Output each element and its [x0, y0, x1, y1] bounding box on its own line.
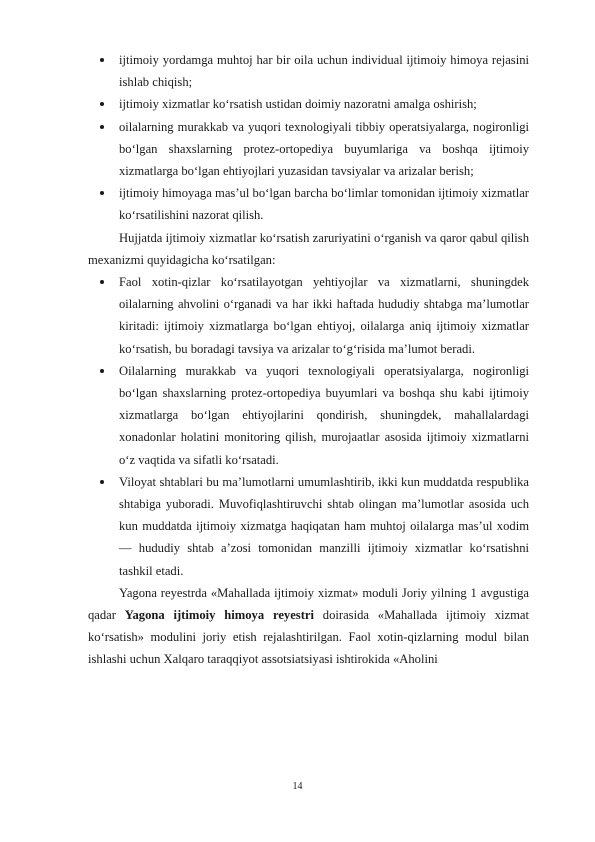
- bullet-icon: [100, 369, 104, 373]
- page-body: [88, 49, 529, 671]
- list-item: [88, 271, 529, 360]
- bullet-icon: [100, 58, 104, 62]
- list-item: [88, 116, 529, 183]
- list-item-text: ijtimoiy yordamga muhtoj har bir oila uchun individual ijtimoiy himoya rejasini ishlab chiqish;: [119, 53, 529, 90]
- list-item: [88, 471, 529, 582]
- list-item-text: ijtimoiy himoyaga mas’ul bo‘lgan barcha bo‘limlar tomonidan ijtimoiy xizmatlar ko‘rsatilishini nazorat qilish.: [119, 186, 529, 223]
- list-item: [88, 182, 529, 226]
- bullet-icon: [100, 102, 104, 106]
- paragraph-text: Yagona reyestrda «Mahallada ijtimoiy xizmat» moduli Joriy yilning 1 avgustiga qadar: [88, 585, 529, 623]
- bullet-list-duties: [88, 49, 529, 227]
- paragraph-text: doirasida «Mahallada ijtimoiy xizmat ko‘rsatish» modulini joriy etish rejalashtirilgan. Faol xotin-qizlarning modul bilan ishlashi uchun Xalqaro taraqqiyot assotsiatsiyasi ishtirokida «Aholini: [88, 608, 529, 667]
- list-item-text: Viloyat shtablari bu ma’lumotlarni umumlashtirib, ikki kun muddatda respublika shtabiga yuboradi. Muvofiqlashtiruvchi shtab olingan ma’lumotlar asosida uch kun muddatda ijtimoiy xizmatga haqiqatan ham muhtoj oilalarga mas’ul xodim — hududiy shtab a’zosi tomonidan manzilli ijtimoiy xizmatlar ko‘rsatishni tashkil etadi.: [119, 474, 529, 578]
- list-item-text: oilalarning murakkab va yuqori texnologiyali tibbiy operatsiyalarga, nogironligi bo‘lgan shaxslarning protez-ortopediya buyumlariga va boshqa ijtimoiy xizmatlarga bo‘lgan ehtiyojlari yuzasidan tavsiyalar va arizalar berish;: [119, 119, 529, 179]
- list-item-text: Faol xotin-qizlar ko‘rsatilayotgan yehtiyojlar va xizmatlarni, shuningdek oilalarning ahvolini o‘rganadi va har ikki haftada hududiy shtabga ma’lumotlar kiritadi: ijtimoiy xizmatlarga bo‘lgan ehtiyoj, oilalarga aniq ijtimoiy xizmatlar ko‘rsatish, bu boradagi tavsiya va arizalar to‘g‘risida ma’lumot beradi.: [119, 275, 529, 356]
- bullet-icon: [100, 280, 104, 284]
- bold-term: Yagona ijtimoiy himoya reyestri: [124, 608, 314, 623]
- bullet-icon: [100, 480, 104, 484]
- paragraph-registry: [88, 582, 529, 671]
- bullet-list-mechanism: [88, 271, 529, 582]
- list-item-text: Oilalarning murakkab va yuqori texnologiyali operatsiyalarga, nogironligi bo‘lgan shaxslarning protez-ortopediya buyumlari va boshqa shu kabi ijtimoiy xizmatlarga bo‘lgan ehtiyojlarini qondirish, shuningdek, mahallalardagi xonadonlar holatini monitoring qilish, murojaatlar asosida ijtimoiy xizmatlarni o‘z vaqtida va sifatli ko‘rsatadi.: [119, 363, 529, 467]
- list-item: [88, 93, 529, 115]
- page-number: 14: [292, 781, 303, 792]
- bullet-icon: [100, 125, 104, 129]
- list-item: [88, 360, 529, 471]
- bullet-icon: [100, 191, 104, 195]
- list-item: [88, 49, 529, 93]
- paragraph-mechanism: Hujjatda ijtimoiy xizmatlar ko‘rsatish zaruriyatini o‘rganish va qaror qabul qilish mexanizmi quyidagicha ko‘rsatilgan:: [88, 230, 529, 267]
- list-item-text: ijtimoiy xizmatlar ko‘rsatish ustidan doimiy nazoratni amalga oshirish;: [119, 97, 477, 112]
